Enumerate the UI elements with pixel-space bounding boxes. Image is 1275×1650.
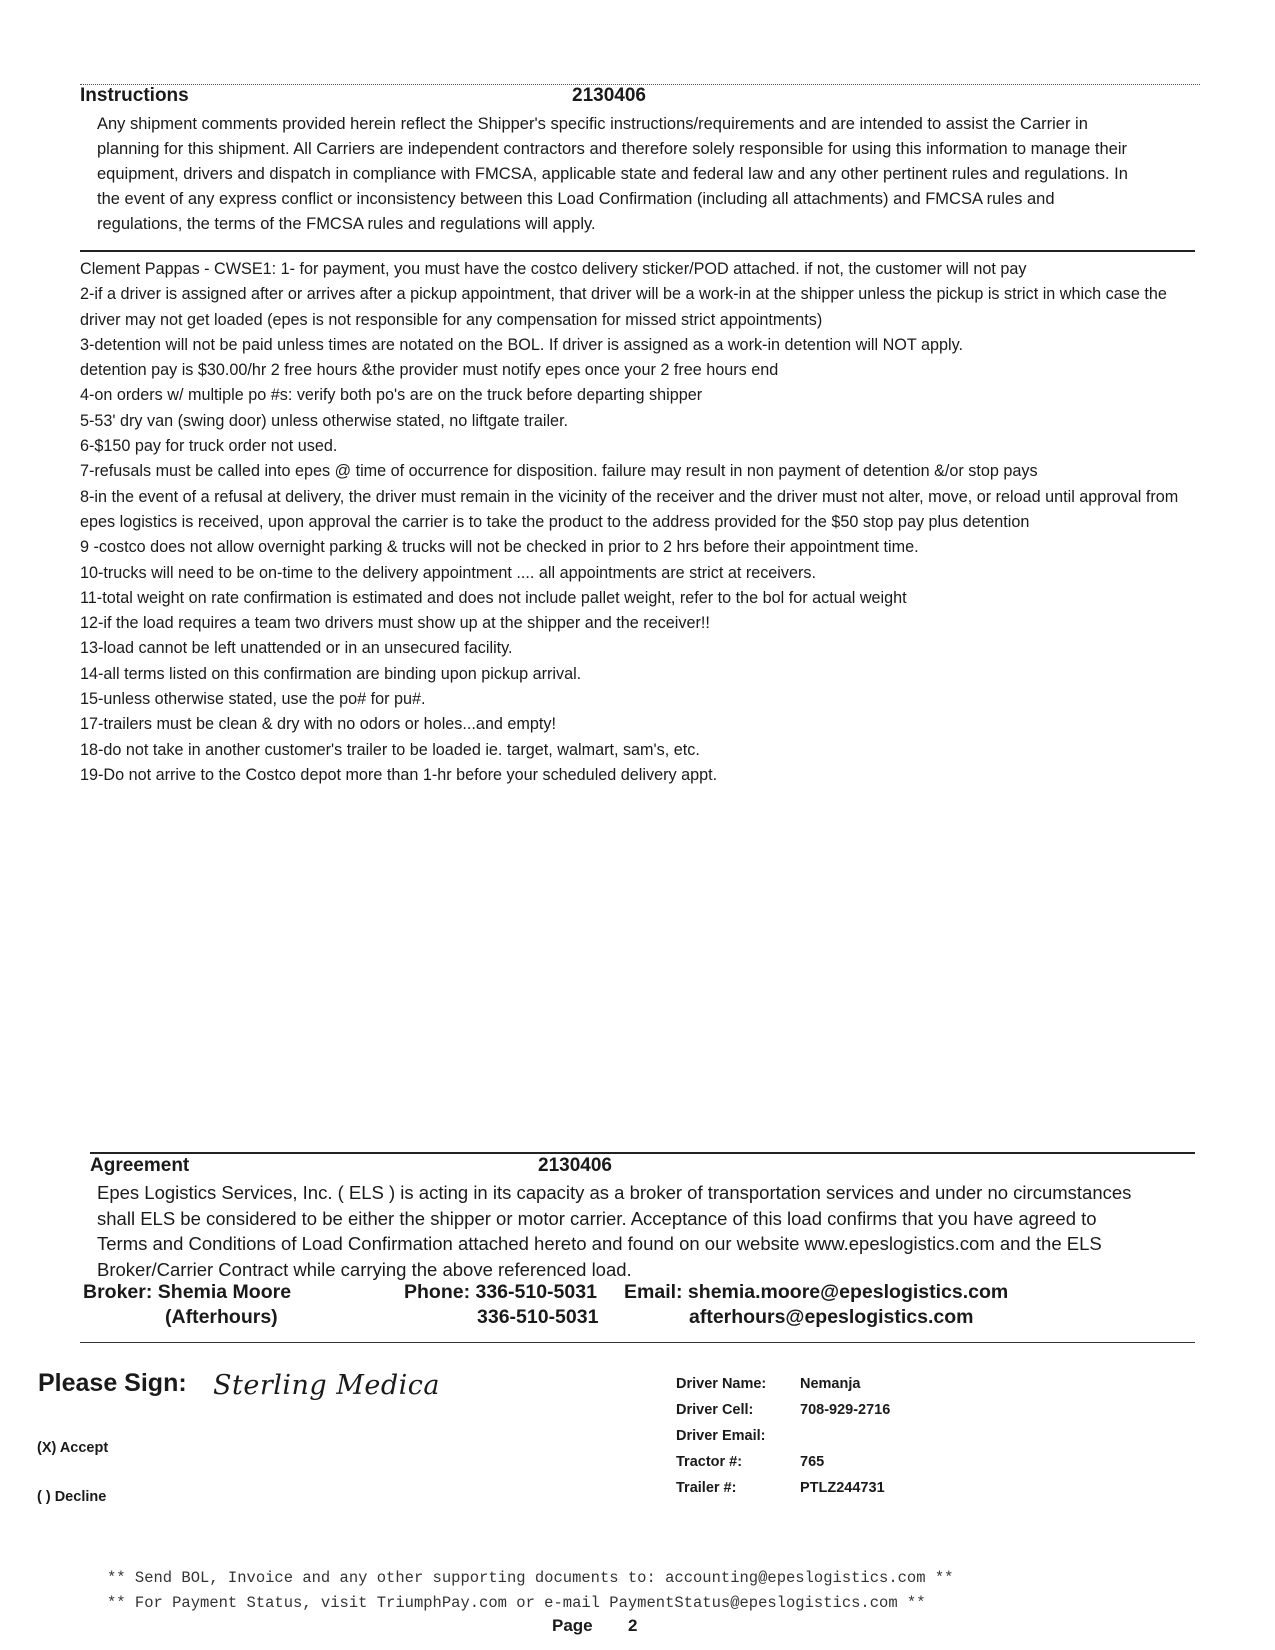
note-item: 7-refusals must be called into epes @ time of occurrence for disposition. failure may result in non payment of detention &/or stop pays <box>80 462 1038 481</box>
accept-option: (X) Accept <box>37 1440 109 1456</box>
contact-divider <box>80 1342 1195 1343</box>
instructions-load-number: 2130406 <box>572 85 646 106</box>
trailer-label: Trailer #: <box>676 1480 737 1496</box>
note-item: 17-trailers must be clean & dry with no odors or holes...and empty! <box>80 715 556 734</box>
tractor-number: 765 <box>800 1454 825 1470</box>
note-item: 19-Do not arrive to the Costco depot more than 1-hr before your scheduled delivery appt. <box>80 765 718 784</box>
note-item: 5-53' dry van (swing door) unless otherwise stated, no liftgate trailer. <box>80 411 569 430</box>
note-item: detention pay is $30.00/hr 2 free hours &the provider must notify epes once your 2 free hours end <box>80 361 779 380</box>
footer-payment-line: ** For Payment Status, visit TriumphPay.com or e-mail PaymentStatus@epeslogistics.com ** <box>107 1594 926 1612</box>
tractor-label: Tractor #: <box>676 1454 743 1470</box>
note-item: 15-unless otherwise stated, use the po# for pu#. <box>80 690 426 709</box>
note-item: 2-if a driver is assigned after or arrives after a pickup appointment, that driver will be a work-in at the shipper unless the pickup is strict in which case the driver may not get loaded (epes is not responsible for any compensation for missed strict appointments) <box>80 285 1167 329</box>
afterhours-email: afterhours@epeslogistics.com <box>689 1306 974 1328</box>
note-item: 14-all terms listed on this confirmation are binding upon pickup arrival. <box>80 664 582 683</box>
instructions-body: Any shipment comments provided herein reflect the Shipper's specific instructions/requirements and are intended to assist the Carrier in planning for this shipment. All Carriers are independent contractors and therefore solely responsible for using this information to manage their equipment, drivers and dispatch in compliance with FMCSA, applicable state and federal law and any other pertinent rules and regulations. In the event of any express conflict or inconsistency between this Load Confirmation (including all attachments) and FMCSA rules and regulations, the terms of the FMCSA rules and regulations will apply. <box>97 115 1128 233</box>
shipper-notes <box>80 257 1200 788</box>
footer-documents-line: ** Send BOL, Invoice and any other supporting documents to: accounting@epeslogistics.com ** <box>107 1569 954 1587</box>
agreement-load-number: 2130406 <box>538 1155 612 1176</box>
driver-cell-label: Driver Cell: <box>676 1402 754 1418</box>
driver-email-label: Driver Email: <box>676 1428 766 1444</box>
note-item: 3-detention will not be paid unless times are notated on the BOL. If driver is assigned as a work-in detention will NOT apply. <box>80 335 963 354</box>
broker-email: Email: shemia.moore@epeslogistics.com <box>624 1281 1009 1303</box>
broker-phone: Phone: 336-510-5031 <box>404 1281 597 1303</box>
page-label: Page <box>552 1616 593 1635</box>
note-item: 4-on orders w/ multiple po #s: verify both po's are on the truck before departing shipper <box>80 386 703 405</box>
driver-name-label: Driver Name: <box>676 1376 767 1392</box>
note-item: 12-if the load requires a team two drivers must show up at the shipper and the receiver!! <box>80 614 710 633</box>
instructions-heading: Instructions <box>80 85 189 106</box>
please-sign-label: Please Sign: <box>38 1369 187 1397</box>
driver-cell: 708-929-2716 <box>800 1402 891 1418</box>
note-item: Clement Pappas - CWSE1: 1- for payment, you must have the costco delivery sticker/POD attached. if not, the customer will not pay <box>80 260 1027 278</box>
note-item: 9 -costco does not allow overnight parking & trucks will not be checked in prior to 2 hrs before their appointment time. <box>80 538 919 557</box>
note-item: 18-do not take in another customer's trailer to be loaded ie. target, walmart, sam's, etc. <box>80 740 700 759</box>
agreement-body: Epes Logistics Services, Inc. ( ELS ) is acting in its capacity as a broker of transportation services and under no circumstances shall ELS be considered to be either the shipper or motor carrier. Acceptance of this load confirms that you have agreed to Terms and Conditions of Load Confirmation attached hereto and found on our website www.epeslogistics.com and the ELS Broker/Carrier Contract while carrying the above referenced load. <box>97 1182 1132 1280</box>
driver-name: Nemanja <box>800 1376 861 1392</box>
afterhours-phone: 336-510-5031 <box>477 1306 599 1328</box>
page-number: 2 <box>628 1616 638 1635</box>
instructions-divider <box>80 250 1195 252</box>
decline-option: ( ) Decline <box>37 1489 107 1505</box>
signature: Sterling Medica <box>213 1370 441 1401</box>
note-item: 6-$150 pay for truck order not used. <box>80 437 338 456</box>
note-item: 13-load cannot be left unattended or in an unsecured facility. <box>80 639 513 658</box>
broker-name: Broker: Shemia Moore <box>83 1281 292 1303</box>
afterhours-label: (Afterhours) <box>165 1306 278 1328</box>
note-item: 8-in the event of a refusal at delivery, the driver must remain in the vicinity of the receiver and the driver must not alter, move, or reload until approval from epes logistics is received, upon approval the carrier is to take the product to the address provided for the $50 stop pay plus detention <box>80 487 1179 531</box>
note-item: 11-total weight on rate confirmation is estimated and does not include pallet weight, refer to the bol for actual weight <box>80 588 907 607</box>
trailer-number: PTLZ244731 <box>800 1480 885 1496</box>
agreement-heading: Agreement <box>90 1155 190 1176</box>
agreement-divider <box>90 1152 1195 1154</box>
note-item: 10-trucks will need to be on-time to the delivery appointment .... all appointments are strict at receivers. <box>80 563 816 582</box>
